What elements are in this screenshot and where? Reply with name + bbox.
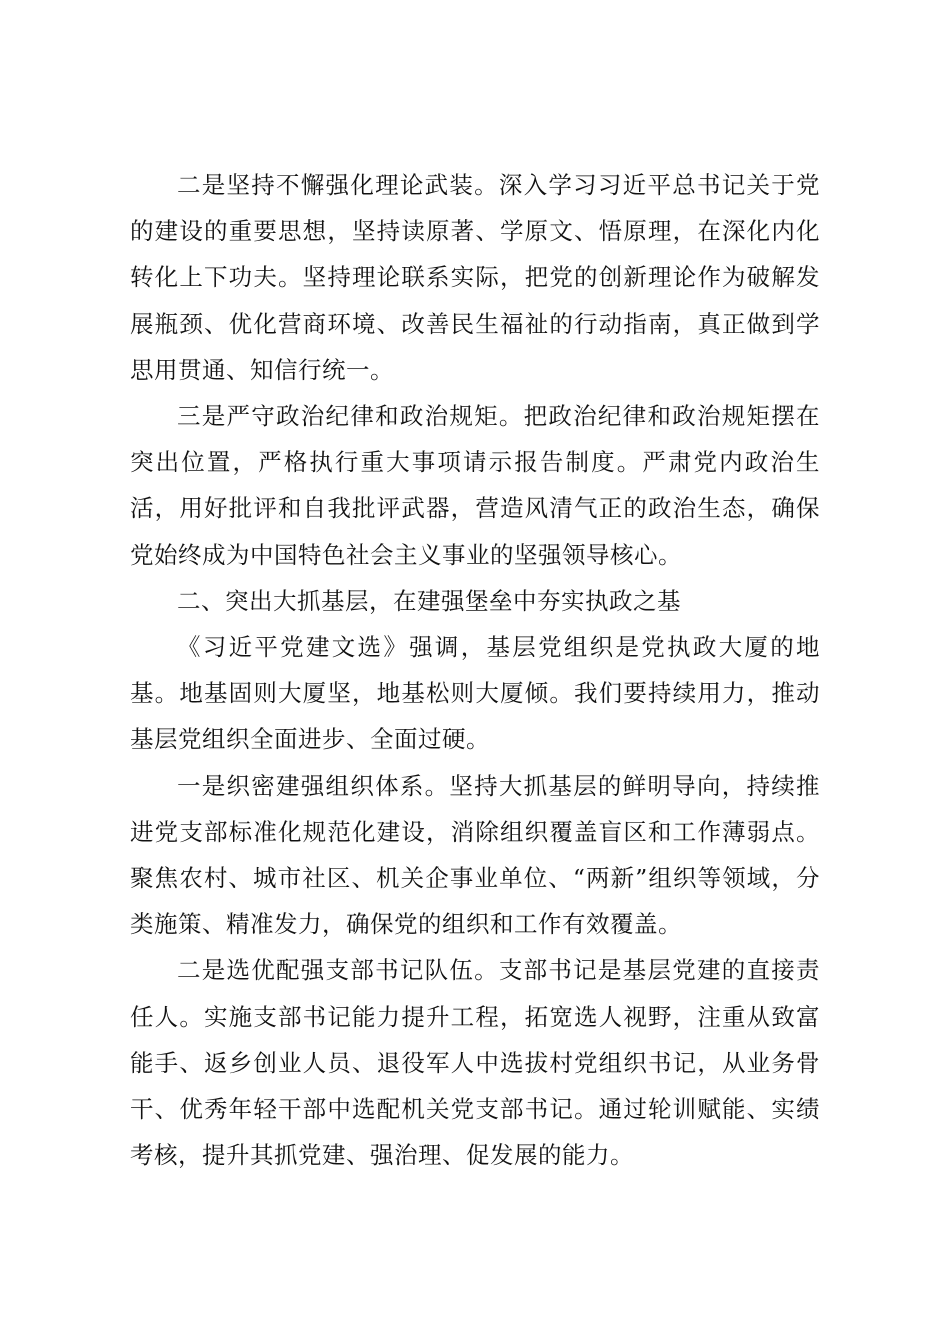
document-body: [130, 162, 820, 1178]
paragraph-theory-study: 二是坚持不懈强化理论武装。深入学习习近平总书记关于党的建设的重要思想，坚持读原著、学原文、悟原理，在深化内化转化上下功夫。坚持理论联系实际，把党的创新理论作为破解发展瓶颈、优化营商环境、改善民生福祉的行动指南，真正做到学思用贯通、知信行统一。: [130, 171, 820, 384]
paragraph-branch-secretaries: 二是选优配强支部书记队伍。支部书记是基层党建的直接责任人。实施支部书记能力提升工程，拓宽选人视野，注重从致富能手、返乡创业人员、退役军人中选拔村党组织书记，从业务骨干、优秀年轻干部中选配机关党支部书记。通过轮训赋能、实绩考核，提升其抓党建、强治理、促发展的能力。: [130, 956, 820, 1170]
section-heading-grassroots: 二、突出大抓基层，在建强堡垒中夯实执政之基: [177, 586, 681, 615]
paragraph-organization-system: 一是织密建强组织体系。坚持大抓基层的鲜明导向，持续推进党支部标准化规范化建设，消除组织覆盖盲区和工作薄弱点。聚焦农村、城市社区、机关企事业单位、“两新”组织等领域，分类施策、精准发力，确保党的组织和工作有效覆盖。: [130, 771, 820, 939]
paragraph-grassroots-intro: 《习近平党建文选》强调，基层党组织是党执政大厦的地基。地基固则大厦坚，地基松则大厦倾。我们要持续用力，推动基层党组织全面进步、全面过硬。: [130, 633, 820, 754]
paragraph-political-discipline: 三是严守政治纪律和政治规矩。把政治纪律和政治规矩摆在突出位置，严格执行重大事项请示报告制度。严肃党内政治生活，用好批评和自我批评武器，营造风清气正的政治生态，确保党始终成为中国特色社会主义事业的坚强领导核心。: [130, 402, 820, 569]
